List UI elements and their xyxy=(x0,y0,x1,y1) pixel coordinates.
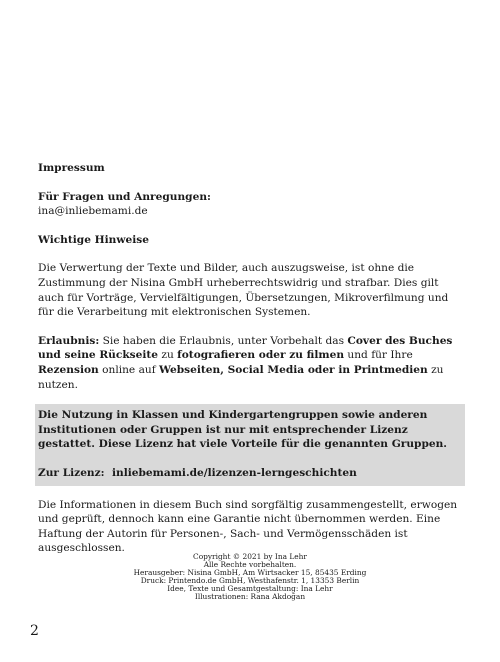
permission-paragraph xyxy=(38,334,462,392)
permission-text-1: Sie haben die Erlaubnis, unter Vorbehalt das xyxy=(99,334,348,347)
contact-email[interactable]: ina@inliebemami.de xyxy=(38,205,148,218)
credit-line: Idee, Texte und Gesamtgestaltung: Ina Lehr xyxy=(167,584,333,594)
license-box xyxy=(35,404,465,485)
page-number: 2 xyxy=(30,623,39,639)
imprint-content xyxy=(38,161,462,556)
imprint-heading: Impressum xyxy=(38,162,105,174)
license-link-label: Zur Lizenz: xyxy=(38,466,105,479)
contact-label: Für Fragen und Anregungen: xyxy=(38,190,211,203)
permission-label: Erlaubnis: xyxy=(38,334,100,347)
permission-bold-3: Rezension xyxy=(38,363,99,376)
credit-line: Alle Rechte vorbehalten. xyxy=(203,560,297,570)
credit-line: Herausgeber: Nisina GmbH, Am Wirtsacker 15, 85435 Erding xyxy=(133,568,367,578)
license-link-line xyxy=(38,466,462,481)
license-text: Die Nutzung in Klassen und Kindergartengruppen sowie anderen Institutionen oder Gruppen ist nur mit entsprechender Lizenz gestattet. Diese Lizenz hat viele Vorteile für die genannten Gruppen. xyxy=(38,409,447,451)
credit-line: Copyright © 2021 by Ina Lehr xyxy=(193,552,307,561)
permission-text-2: zu xyxy=(158,349,178,362)
disclaimer: Die Informationen in diesem Buch sind sorgfältig zusammengestellt, erwogen und geprüft, dennoch kann eine Garantie nicht übernommen werden. Eine Haftung der Autorin für Personen-, Sach- und Vermögensschäden ist ausgeschlossen. xyxy=(38,498,458,555)
permission-text-4: online auf xyxy=(98,363,159,376)
notes-heading: Wichtige Hinweise xyxy=(38,233,149,246)
permission-bold-2: fotografieren oder zu filmen xyxy=(177,349,345,362)
credit-line: Illustrationen: Rana Akdoğan xyxy=(194,592,306,602)
permission-bold-1: Cover des Buches und seine Rückseite xyxy=(38,334,453,362)
permission-text-3: und für Ihre xyxy=(344,349,413,362)
copyright-notice: Die Verwertung der Texte und Bilder, auch auszugsweise, ist ohne die Zustimmung der Nisina GmbH urheberrechtswidrig und strafbar. Dies gilt auch für Vorträge, Vervielfältigungen, Übersetzungen, Mikroverfilmung und für die Verarbeitung mit elektronischen Systemen. xyxy=(38,262,449,319)
permission-bold-4: Webseiten, Social Media oder in Printmedien xyxy=(159,363,428,376)
credits-block xyxy=(0,553,500,602)
permission-text-5: zu nutzen. xyxy=(38,363,444,391)
credit-line: Druck: Printendo.de GmbH, Westhafenstr. 1, 13353 Berlin xyxy=(140,576,360,586)
license-link[interactable]: inliebemami.de/lizenzen-lerngeschichten xyxy=(111,466,357,479)
